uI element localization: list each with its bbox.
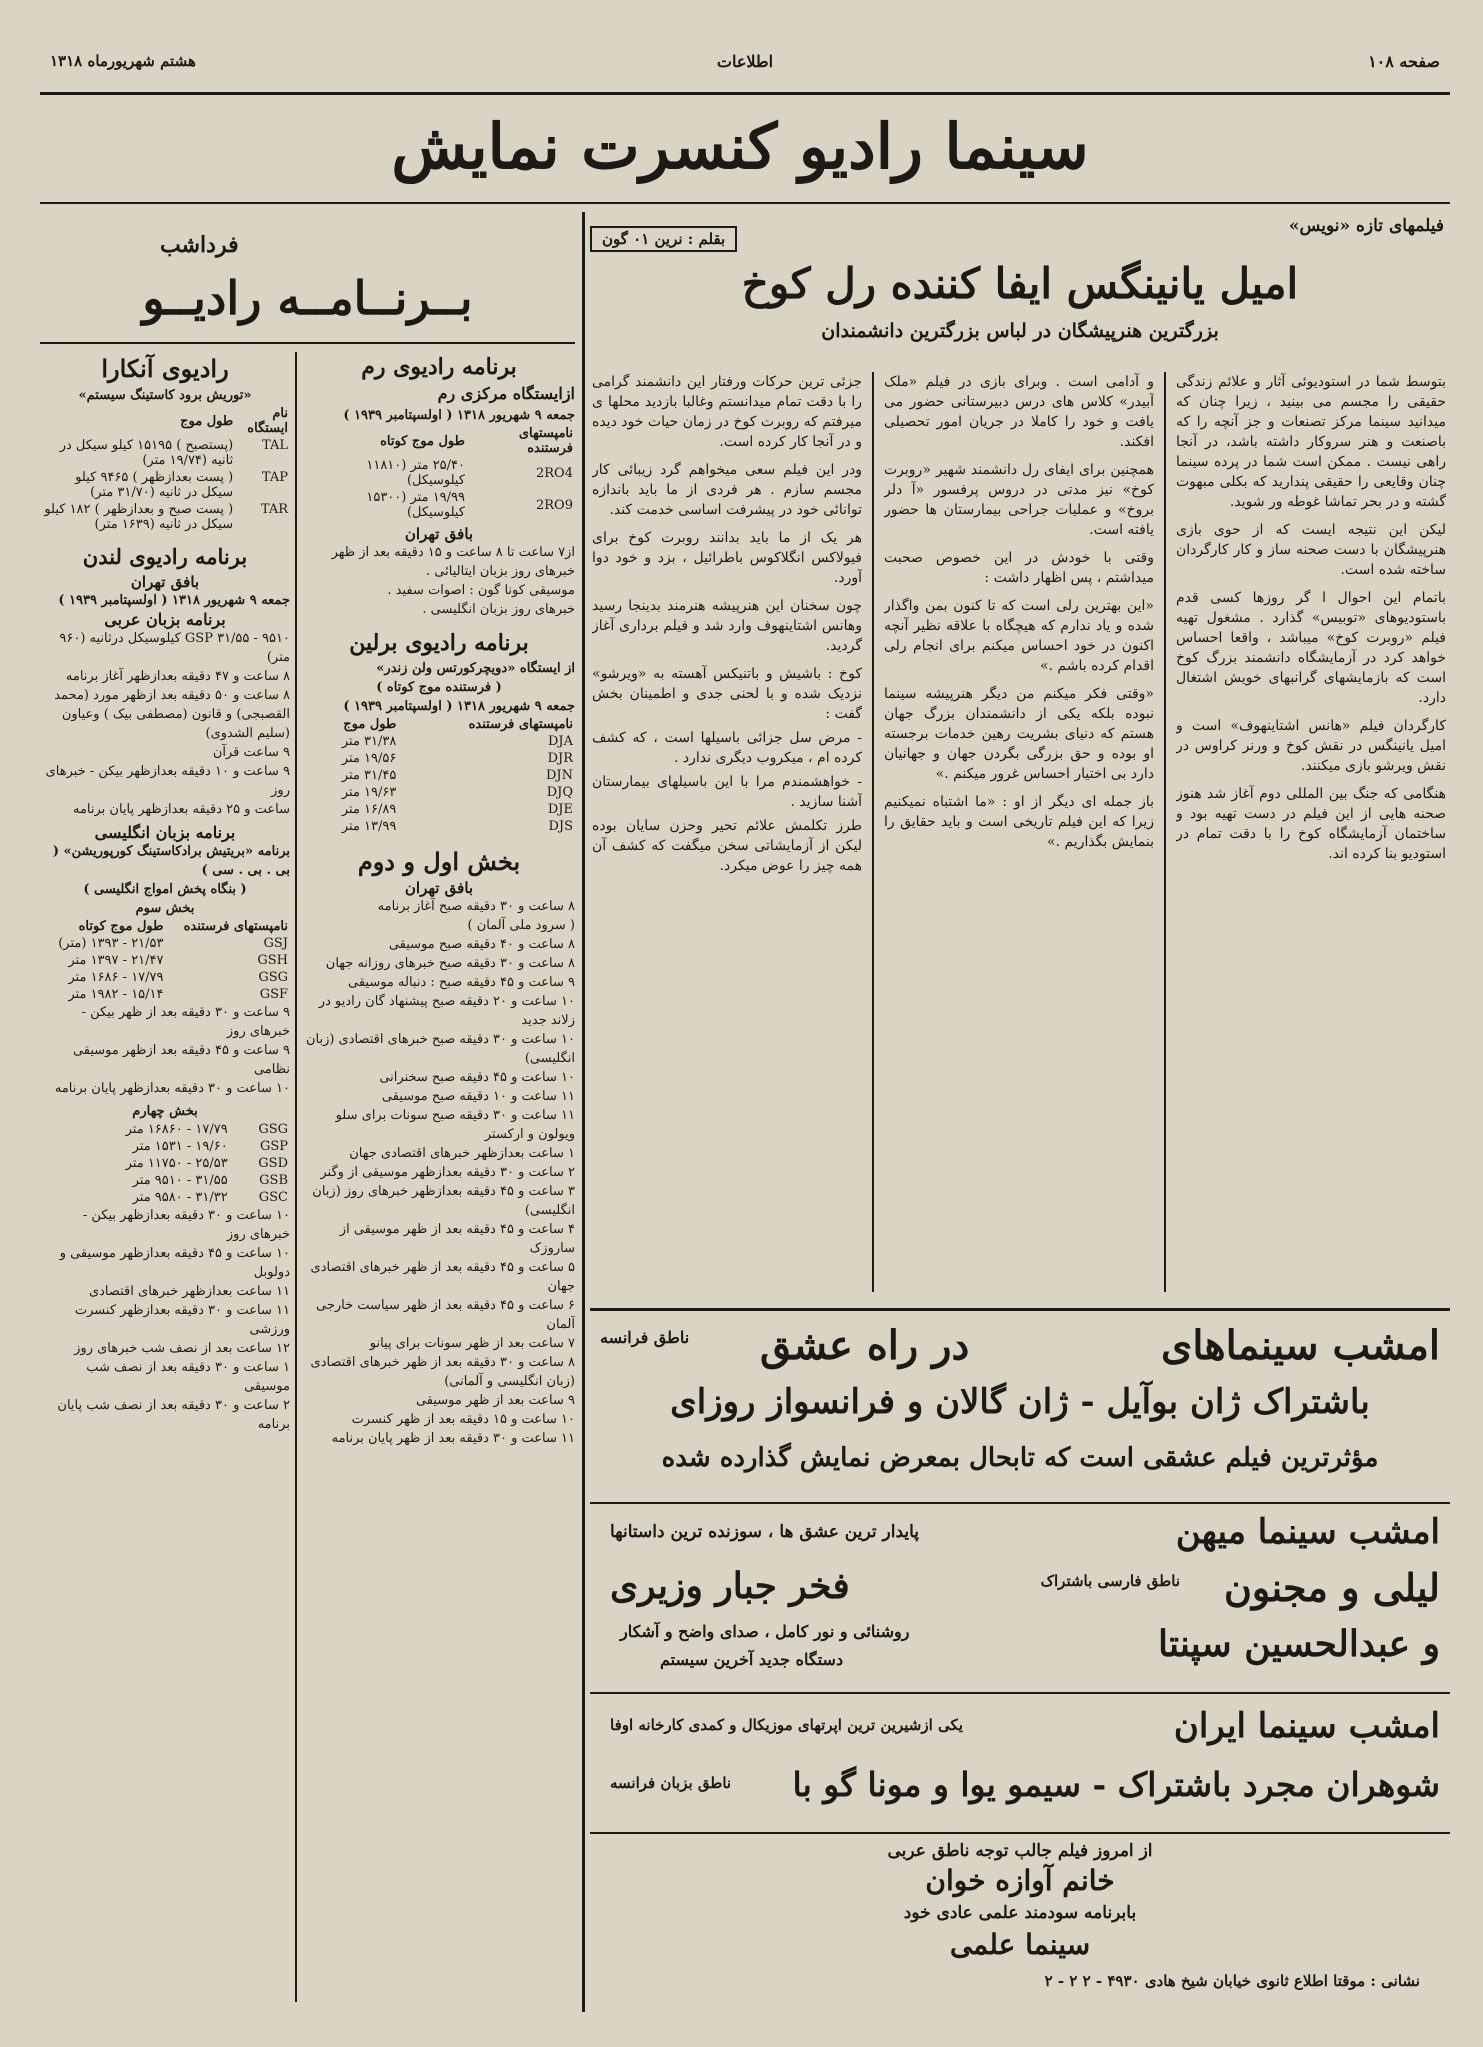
paragraph: بتوسط شما در استودیوئی آثار و علائم زندگی حقیقی را مجسم می بینید ، زیرا چنان که میدانید سینما مرکز تصنعات و جز آنچه را که باصنعت و هنر سروکار داشته باشد، در آنجا راهی نیست . ممکن است شما در پرده سینما چنان وقایعی را حقیقی پندارید که بکلی مبهوت گشته و در بحر تماشا غوطه ور شوید.	[1176, 374, 1446, 510]
article-subheadline: بزرگترین هنرپیشگان در لباس بزرگترین دانشمندان	[821, 320, 1219, 342]
ad-rule	[590, 1832, 1450, 1834]
table-row	[40, 986, 290, 1003]
paragraph: «وقتی فکر میکنم من دیگر هنرپیشه سینما نبوده بلکه یکی از دانشمندان بزرگ جهان هستم که دنیای بشریت رهین خدمات برجسته او بوده و حق بزرگی بگردن جهان و جهانیان دارد بی اختیار احساس غرور میکنم .»	[884, 686, 1154, 782]
table-row	[40, 1189, 290, 1206]
table-header-cell: نامپستهای فرستنده	[183, 919, 288, 934]
page-header	[40, 48, 1450, 88]
ad-cinema-elmi	[600, 1838, 1440, 2008]
ad1-tagline: مؤثرترین فیلم عشقی است که تابحال بمعرض نمایش گذارده شده	[661, 1443, 1379, 1473]
paragraph: - خواهشمندم مرا با این باسیلهای بیمارستان آشنا سازید .	[592, 774, 862, 810]
ankara-station: «توریش برود کاستینگ سیستم»	[78, 388, 252, 403]
london-arabic-wave: GSP ۳۱/۵۵ - ۹۵۱۰ کیلوسیکل درثانیه (۹۶۰ متر)	[59, 631, 290, 665]
london-section-3: بخش سوم	[135, 901, 195, 916]
station-code: GSF	[259, 987, 288, 1002]
program-item: ۷ ساعت بعد از ظهر سونات برای پیانو	[369, 1336, 575, 1351]
ad1-film: در راه عشق	[760, 1322, 970, 1369]
station-code: GSG	[258, 970, 288, 985]
station-wave: ۲۱/۴۷ - ۱۳۹۷ متر	[68, 953, 164, 968]
film-article	[590, 212, 1450, 1302]
program-item: ۱۲ ساعت بعد از نصف شب خبرهای روز	[74, 1341, 290, 1356]
program-item: ۹ ساعت و ۴۵ دقیقه بعد ازظهر موسیقی نظامی	[72, 1043, 290, 1077]
ad4-line2: بابرنامه سودمند علمی عادی خود	[903, 1903, 1137, 1923]
program-item: ۸ ساعت و ۳۰ دقیقه صبح خبرهای روزانه جهان	[325, 956, 575, 971]
program-item: ۸ ساعت و ۵۰ دقیقه بعد ازظهر مورد (محمد القصبجی) و قانون (مصطفی بیک ) وعیاون (سلیم الشدوی)	[54, 688, 290, 741]
ad-rule	[590, 1502, 1450, 1504]
program-item: ۸ ساعت و ۴۰ دقیقه صبح موسیقی	[388, 937, 575, 952]
station-wave: ۱۹/۵۶ متر	[341, 751, 397, 766]
column-rule	[1164, 372, 1166, 1292]
station-code: GSG	[258, 1122, 288, 1137]
station-code: GSP	[259, 1139, 288, 1154]
station-wave: ( پست بعدازظهر ) ۹۴۶۵ کیلو سیکل در ثانیه (۳۱/۷۰ متر)	[75, 470, 234, 500]
program-item: ۱۰ ساعت و ۱۵ دقیقه بعد از ظهر کنسرت	[351, 1412, 575, 1427]
ad3-film: شوهران مجرد باشتراک - سیمو یوا و مونا گو با	[792, 1765, 1440, 1804]
station-code: DJA	[547, 734, 573, 749]
column-rule	[872, 372, 874, 1292]
program-item: ۱۱ ساعت و ۳۰ دقیقه بعدازظهر کنسرت ورزشی	[74, 1303, 290, 1337]
rome-title: برنامه رادیوی رم	[361, 354, 517, 380]
paragraph: همچنین برای ایفای رل دانشمند شهیر «روبرت کوخ» نیز مدتی در دروس پرفسور «آ دلر بروخ» و عملیات جراحی بیمارستان ها حضور یافته است.	[884, 462, 1154, 538]
station-wave: ۱۵/۱۴ - ۱۹۸۲ متر	[68, 987, 164, 1002]
station-code: DJS	[548, 819, 573, 834]
paragraph: کارگردان فیلم «هانس اشتاینهوف» است و امیل یانینگس در نقش کوخ و ورنر کراوس در نقش ویرشو بازی میکنند.	[1176, 718, 1446, 774]
paragraph: ودر این فیلم سعی میخواهم گرد زیبائی کار مجسم سازم . هر فردی از ما باید باندازه توانائی خود در پیشرفت اساسی خدمت کند.	[592, 462, 862, 518]
table-row	[303, 767, 575, 784]
paragraph: وقتی با خودش در این خصوص صحبت میداشتم ، پس اظهار داشت :	[884, 550, 1154, 586]
article-column-3	[592, 372, 862, 1302]
table-row	[40, 437, 290, 469]
table-header-cell: نامپستهای فرستنده	[468, 717, 573, 732]
radio-column-right	[303, 352, 575, 2002]
station-wave: ۲۵/۴۰ متر (۱۱۸۱۰ کیلوسیکل)	[366, 458, 465, 488]
station-code: TAL	[262, 438, 288, 453]
program-item: ۱۰ ساعت و ۳۰ دقیقه صبح خبرهای اقتصادی (زبان انگلیسی)	[305, 1032, 575, 1066]
station-wave: ۳۱/۵۵ - ۹۵۱۰ متر	[132, 1173, 228, 1188]
paragraph: طرز تکلمش علائم تحیر وحزن سایان بوده لیکن از آزمایشاتی سخن میگفت که کشف آن همه چیز را عوض میکرد.	[592, 818, 862, 874]
program-item: ۸ ساعت و ۳۰ دقیقه صبح آغاز برنامه	[377, 899, 575, 914]
table-row	[40, 935, 290, 952]
london-english-station: برنامه «بریتیش برادکاستینگ کورپوریشن» ( بی . بی . سی )	[52, 844, 290, 878]
ad2-system: دستگاه جدید آخرین سیستم	[660, 1650, 844, 1669]
paragraph: کوخ : باشیش و باتنیکس آهسته به «ویرشو» نزدیک شده و با لحنی جدی و اطمینان بخش گفت :	[592, 666, 862, 722]
london-arabic-title: برنامه بزبان عربی	[104, 610, 226, 629]
paragraph: جزئی ترین حرکات ورفتار این دانشمند گرامی را با دقت تمام میدانستم وغالبا بازدید محلها ی میرفتم که روبرت کوخ در زمان حیات خود دیده و در آنجا کار کرده است.	[592, 374, 862, 450]
ad-cinema-iran	[600, 1698, 1440, 1828]
station-code: 2RO9	[536, 497, 573, 513]
station-code: GSH	[257, 953, 288, 968]
paper-name: اطلاعات	[716, 52, 774, 71]
ankara-title: رادیوی آنکارا	[101, 354, 229, 383]
program-item: ۱ ساعت بعدازظهر خبرهای اقتصادی جهان	[349, 1146, 575, 1161]
ad4-address: نشانی : موقتا اطلاع ثانوی خیابان شیخ هادی ۴۹۳۰ - ۲ ۲ - ۲	[1044, 1972, 1420, 1990]
program-item: ۱۱ ساعت و ۳۰ دقیقه بعد از ظهر پایان برنامه	[331, 1431, 575, 1446]
table-header-cell: طول موج	[180, 413, 234, 429]
program-item: ( سرود ملی آلمان )	[467, 918, 575, 933]
program-item: ۱۰ ساعت و ۳۰ دقیقه بعدازظهر پایان برنامه	[54, 1081, 290, 1096]
table-header	[303, 425, 575, 457]
table-row	[303, 489, 575, 521]
ad2-lang: ناطق فارسی باشتراک	[1040, 1572, 1180, 1590]
paragraph: هنگامی که جنگ بین المللی دوم آغاز شد هنوز صحنه هایی از این فیلم در دست تهیه بود و ساختمان آزمایشگاه کوخ را با دقت تمام در استودیو بنا کرده اند.	[1176, 786, 1446, 862]
station-code: GSJ	[263, 936, 288, 951]
station-wave: ۱۹/۶۳ متر	[341, 785, 397, 800]
paragraph: لیکن این نتیجه ایست که از حوی بازی هنرپیشگان با دست صحنه ساز و کار کارگردان ساخته شده است.	[1176, 522, 1446, 578]
program-item: ۳ ساعت و ۴۵ دقیقه بعدازظهر خبرهای روز (زبان انگلیسی)	[312, 1184, 575, 1218]
ad2-desc: پایدار ترین عشق ها ، سوزنده ترین داستانها	[610, 1522, 920, 1542]
paragraph: باتمام این احوال ا گر روزها کسی قدم باستودیوهای «توبیس» گذارد . مشغول تهیه فیلم «روبرت کوخ» میباشد ، واقعا احساس خواهد کرد در آزمایشگاه دانشمند بزرگ کوخ است که بازمایشهای گرانبهای خویش اشتغال دارد.	[1176, 590, 1446, 706]
station-code: DJN	[545, 768, 573, 783]
radio-column-left	[40, 352, 290, 2002]
rome-item: خبرهای روز بزبان انگلیسی .	[422, 602, 575, 617]
station-code: 2RO4	[536, 465, 573, 481]
program-item: ۲ ساعت و ۳۰ دقیقه بعدازظهر موسیقی از وگنر	[320, 1165, 575, 1180]
program-item: ۱۱ ساعت و ۳۰ دقیقه صبح سونات برای سلو ویولون و ارکستر	[335, 1108, 575, 1142]
ad2-tech: روشنائی و نور کامل ، صدای واضح و آشکار	[620, 1622, 910, 1641]
table-header-cell: نام ایستگاه	[247, 406, 288, 436]
radio-title: بــرنــامــه رادیــو	[142, 271, 473, 325]
ads-top-rule	[590, 1308, 1450, 1311]
rome-item: موسیقی کونا گون : اصوات سفید .	[387, 583, 575, 598]
table-row	[303, 457, 575, 489]
station-wave: ۱۹/۹۹ متر (۱۵۳۰۰ کیلوسیکل)	[366, 490, 465, 520]
page-number: صفحه ۱۰۸	[1368, 52, 1440, 71]
program-item: ۶ ساعت و ۴۵ دقیقه بعد از ظهر سیاست خارجی آلمان	[316, 1298, 575, 1332]
berlin-date: جمعه ۹ شهریور ۱۳۱۸ ( اولسپتامبر ۱۹۳۹ )	[343, 699, 575, 714]
ad4-cinema: سینما علمی	[949, 1928, 1091, 1961]
ad3-cinema: امشب سینما ایران	[1173, 1706, 1440, 1746]
paragraph: - مرض سل جزائی باسیلها است ، که کشف کرده ام ، میکروب دیگری ندارد .	[592, 730, 862, 766]
ad1-cast: باشتراک ژان بوآیل - ژان گالان و فرانسواز روزای	[670, 1382, 1370, 1422]
ad4-lead: از امروز فیلم جالب توجه ناطق عربی	[887, 1841, 1153, 1861]
station-code: GSB	[259, 1173, 288, 1188]
tehran-items	[303, 897, 575, 1448]
station-wave: ۱۹/۶۰ - ۱۵۳۱ متر	[132, 1139, 228, 1154]
station-wave: ۱۳/۹۹ متر	[341, 819, 397, 834]
ad1-lead: امشب سینماهای	[1161, 1322, 1440, 1369]
program-item: ۱ ساعت و ۳۰ دقیقه بعد از نصف شب موسیقی	[86, 1360, 290, 1394]
program-item: ساعت و ۲۵ دقیقه بعدازظهر پایان برنامه	[72, 802, 290, 817]
issue-date: هشتم شهریورماه ۱۳۱۸	[50, 52, 196, 70]
program-item: ۹ ساعت و ۳۰ دقیقه بعد از ظهر بیکن - خبرهای روز	[81, 1005, 290, 1039]
section-banner: سینما رادیو کنسرت نمایش	[391, 110, 1089, 183]
ad2-cinema: امشب سینما میهن	[1175, 1512, 1440, 1552]
program-item: ۸ ساعت و ۴۷ دقیقه بعدازظهر آغاز برنامه	[65, 669, 290, 684]
station-wave: ۳۱/۴۵ متر	[341, 768, 397, 783]
program-item: ۵ ساعت و ۴۵ دقیقه بعد از ظهر خبرهای اقتصادی جهان	[310, 1260, 575, 1294]
london-title: برنامه رادیوی لندن	[82, 544, 248, 569]
london-table-4	[40, 1121, 290, 1206]
station-wave: ۳۱/۳۲ - ۹۵۸۰ متر	[132, 1190, 228, 1205]
paragraph: هر یک از ما باید بدانند روبرت کوخ برای فیولاکس انگلاکوس باطرائیل ، بزد و خود دوا آورد.	[592, 530, 862, 586]
station-code: GSD	[258, 1156, 288, 1171]
program-item: ۹ ساعت و ۱۰ دقیقه بعدازظهر بیکن - خبرهای روز	[45, 764, 290, 798]
rome-station: ازایستگاه مرکزی رم	[437, 384, 575, 403]
station-wave: ۱۷/۷۹ - ۱۶۸۶ متر	[68, 970, 164, 985]
table-row	[303, 784, 575, 801]
station-code: DJE	[547, 802, 573, 817]
paragraph: باز جمله ای دیگر از او : «ما اشتباه نمیکنیم زیرا که این فیلم تاریخی است و باید حقایق را بنمایش بگذاریم .»	[884, 794, 1154, 850]
paragraph: «این بهترین رلی است که تا کنون بمن واگذار شده و یاد ندارم که هیچگاه با علاقه نظیر آنچه اکنون در خود احساس میکنم برای انجام رلی اقدام کرده باشم .»	[884, 598, 1154, 674]
program-item: ۱۱ ساعت و ۱۰ دقیقه صبح موسیقی	[381, 1089, 575, 1104]
station-wave: ۲۱/۵۳ - ۱۳۹۳ (متر)	[58, 936, 164, 951]
tehran-sub: بافق تهران	[404, 879, 474, 897]
station-wave: (پستصبح ) ۱۵۱۹۵ کیلو سیکل در ثانیه (۱۹/۷۴ متر)	[59, 438, 234, 468]
london-date: جمعه ۹ شهریور ۱۳۱۸ ( اولسپتامبر ۱۹۳۹ )	[58, 593, 290, 608]
program-item: ۱۰ ساعت و ۲۰ دقیقه صبح پیشنهاد گان رادیو در زلاند جدید	[318, 994, 575, 1028]
paragraph: چون سخنان این هنرپیشه هنرمند بدینجا رسید وهانس اشتاینهوف وارد شد و فیلم برداری آغاز گردید.	[592, 598, 862, 654]
table-row	[303, 750, 575, 767]
table-row	[40, 1121, 290, 1138]
section-divider	[582, 212, 585, 2012]
article-byline: بقلم : نرین ۰۱ گون	[590, 226, 737, 252]
program-item: ۸ ساعت و ۳۰ دقیقه بعد از ظهر خبرهای اقتصادی (زبان انگلیسی و آلمانی)	[310, 1355, 575, 1389]
rome-sub: بافق تهران	[404, 525, 474, 543]
program-item: ۱۱ ساعت بعدازظهر خبرهای اقتصادی	[88, 1284, 290, 1299]
article-column-1	[1176, 372, 1446, 1302]
ad2-film: لیلی و مجنون	[1224, 1565, 1440, 1610]
table-row	[40, 1155, 290, 1172]
table-row	[40, 1138, 290, 1155]
station-wave: ۱۶/۸۹ متر	[341, 802, 397, 817]
london-section-4: بخش چهارم	[132, 1104, 198, 1119]
rome-table	[303, 425, 575, 521]
table-row	[40, 501, 290, 533]
table-header-cell: طول موج کوتاه	[380, 433, 465, 449]
banner-rule	[40, 202, 1450, 204]
program-item: ۴ ساعت و ۴۵ دقیقه بعد از ظهر موسیقی از ساروزک	[339, 1222, 575, 1256]
table-header-cell: طول موج	[343, 717, 397, 732]
article-headline: امیل یانینگس ایفا کننده رل کوخ	[741, 259, 1299, 308]
berlin-title: برنامه رادیوی برلین	[349, 630, 529, 656]
table-header	[303, 716, 575, 733]
berlin-station: از ایستگاه «دویچرکورتس ولن زندر»	[376, 661, 575, 676]
ad-rule	[590, 1692, 1450, 1694]
station-code: DJQ	[546, 785, 573, 800]
rome-item: از۷ ساعت تا ۸ ساعت و ۱۵ دقیقه بعد از ظهر خبرهای روز بزبان ایتالیائی .	[331, 545, 575, 579]
table-row	[40, 969, 290, 986]
table-header	[40, 918, 290, 935]
ad-cinemas-love	[600, 1318, 1440, 1498]
table-row	[303, 733, 575, 750]
ad3-lang: ناطق بزبان فرانسه	[610, 1774, 732, 1792]
london-sub: بافق تهران	[130, 573, 200, 591]
table-header-cell: طول موج کوتاه	[78, 919, 164, 934]
rome-date: جمعه ۹ شهریور ۱۳۱۸ ( اولسپتامبر ۱۹۳۹ )	[343, 408, 575, 423]
station-wave: ( پست صبح و بعدازظهر ) ۱۸۲ کیلو سیکل در ثانیه (۱۶۳۹ متر)	[44, 502, 234, 532]
ad3-desc: یکی ازشیرین ترین اپرتهای موزیکال و کمدی کارخانه اوفا	[610, 1716, 963, 1734]
radio-section	[40, 212, 575, 2012]
station-code: TAP	[261, 470, 288, 485]
ad4-title: خانم آوازه خوان	[925, 1864, 1115, 1897]
program-item: ۱۰ ساعت و ۴۵ دقیقه صبح سخنرانی	[379, 1070, 575, 1085]
ad2-star2: و عبدالحسین سپنتا	[1157, 1623, 1440, 1665]
ad2-star: فخر جبار وزیری	[610, 1565, 850, 1607]
table-row	[303, 801, 575, 818]
article-kicker: فیلمهای تازه «نویس»	[1288, 216, 1444, 236]
program-item: ۲ ساعت و ۳۰ دقیقه بعد از نصف شب پایان برنامه	[57, 1398, 290, 1432]
ad-cinema-mihan	[600, 1508, 1440, 1688]
ad1-lang: ناطق فرانسه	[600, 1328, 690, 1347]
radio-title-rule	[40, 342, 575, 344]
table-row	[303, 818, 575, 835]
program-item: ۱۰ ساعت و ۴۵ دقیقه بعدازظهر موسیقی و دولوبل	[59, 1246, 290, 1280]
table-row	[40, 469, 290, 501]
london-english-title: برنامه بزبان انگلیسی	[94, 823, 236, 842]
radio-column-rule	[295, 352, 297, 2002]
table-row	[40, 952, 290, 969]
station-code: TAR	[260, 502, 288, 517]
station-code: DJR	[547, 751, 573, 766]
program-item: ۹ ساعت بعد از ظهر موسیقی	[415, 1393, 575, 1408]
program-item: ۹ ساعت و ۴۵ دقیقه صبح : دنباله موسیقی	[347, 975, 575, 990]
station-wave: ۲۵/۵۳ - ۱۱۷۵۰ متر	[125, 1156, 228, 1171]
london-table-3	[40, 918, 290, 1003]
station-wave: ۱۷/۷۹ - ۱۶۸۶۰ متر	[125, 1122, 228, 1137]
table-row	[40, 1172, 290, 1189]
london-english-service: ( بنگاه پخش امواج انگلیسی )	[83, 882, 247, 897]
header-rule	[40, 92, 1450, 95]
radio-kicker: فرداشب	[160, 232, 239, 258]
table-header	[40, 405, 290, 437]
program-item: ۱۰ ساعت و ۳۰ دقیقه بعدازظهر بیکن - خبرهای روز	[82, 1208, 290, 1242]
article-column-2	[884, 372, 1154, 1302]
table-header-cell: نامپستهای فرستنده	[518, 426, 573, 456]
berlin-wave: ( فرستنده موج کوتاه )	[376, 680, 502, 695]
paragraph: و آدامی است . وبرای بازی در فیلم «ملک آبیدر» کلاس های درس دبیرستانی حضور می یافت و خود را کاملا در جریان امور تحصیلی افکند.	[884, 374, 1154, 450]
station-wave: ۳۱/۳۸ متر	[341, 734, 397, 749]
ankara-table	[40, 405, 290, 533]
tehran-title: بخش اول و دوم	[357, 847, 521, 876]
station-code: GSC	[258, 1190, 288, 1205]
berlin-table	[303, 716, 575, 835]
program-item: ۹ ساعت قرآن	[212, 745, 290, 760]
